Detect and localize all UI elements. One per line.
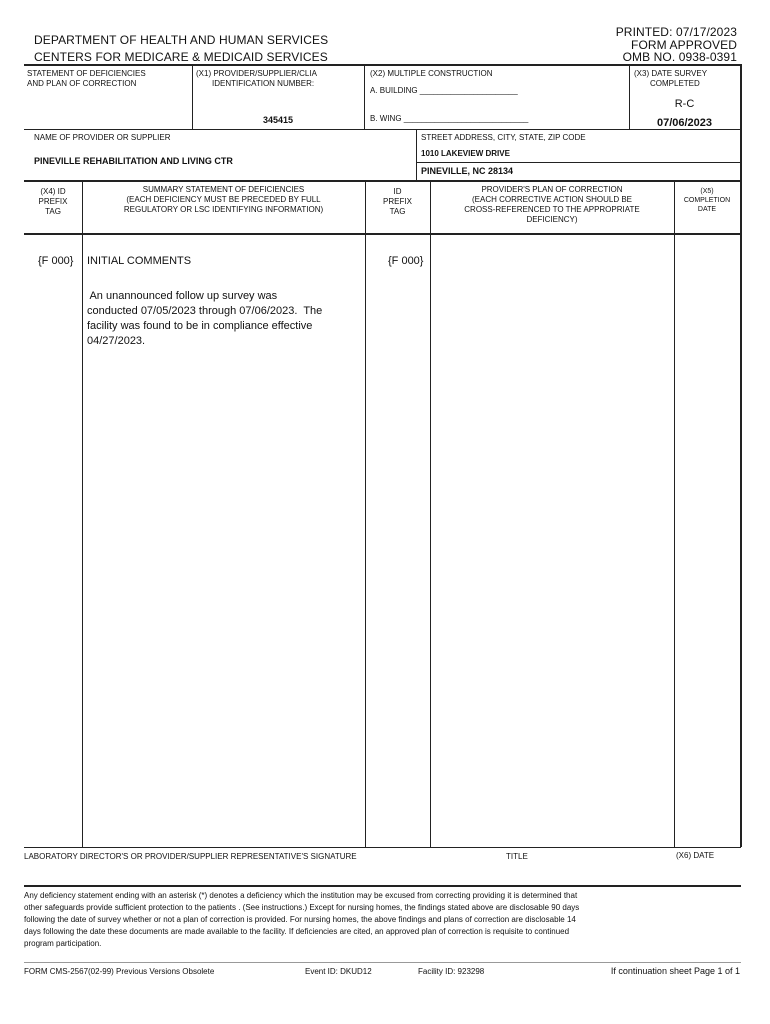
disclaimer-line-4: days following the date these documents are made available to the facility. If deficiencies are cited, an approved plan of correction is requisite to continued <box>24 927 570 936</box>
x5-header-3: DATE <box>697 206 717 213</box>
comment-line-1: An unannounced follow up survey was <box>87 290 278 302</box>
plan-header-1: PROVIDER'S PLAN OF CORRECTION <box>481 185 623 194</box>
footer-rule <box>24 962 741 963</box>
divider-x2 <box>364 64 365 129</box>
x6-date-label: (X6) DATE <box>676 851 715 860</box>
id-header-2: PREFIX <box>383 197 412 206</box>
id-header-3: TAG <box>389 207 406 216</box>
comment-line-2: conducted 07/05/2023 through 07/06/2023. The <box>87 305 323 317</box>
column-header-bottom-border <box>24 233 741 235</box>
disclaimer-line-3: following the date of survey whether or not a plan of correction is provided. For nursing homes, the above findings and plans of correction are disclosable 14 <box>24 915 576 924</box>
plan-header-2: (EACH CORRECTIVE ACTION SHOULD BE <box>471 195 633 204</box>
wing-field: B. WING ____________________________ <box>370 114 529 123</box>
signature-label: LABORATORY DIRECTOR'S OR PROVIDER/SUPPLIER REPRESENTATIVE'S SIGNATURE <box>24 852 357 861</box>
city-state-zip: PINEVILLE, NC 28134 <box>421 166 514 176</box>
entry-title: INITIAL COMMENTS <box>87 255 192 267</box>
plan-header-3: CROSS-REFERENCED TO THE APPROPRIATE <box>464 205 640 214</box>
summary-header-1: SUMMARY STATEMENT OF DEFICIENCIES <box>142 185 305 194</box>
omb-number: OMB NO. 0938-0391 <box>622 50 737 64</box>
summary-header-2: (EACH DEFICIENCY MUST BE PRECEDED BY FULL <box>126 195 321 204</box>
table-bottom-border <box>24 847 741 848</box>
address-line-divider <box>416 162 740 163</box>
survey-code: R-C <box>674 98 695 110</box>
col-divider-4 <box>674 180 675 847</box>
x5-header-2: COMPLETION <box>683 197 731 204</box>
disclaimer-line-2: other safeguards provide sufficient protection to the patients . (See instructions.) Except for nursing homes, the findings stated above are disclosable 90 days <box>24 903 580 912</box>
provider-id-number: 345415 <box>262 115 294 125</box>
x3-label-1: (X3) DATE SURVEY <box>634 69 708 78</box>
disclaimer-line-1: Any deficiency statement ending with an asterisk (*) denotes a deficiency which the institution may be excused from correcting providing it is determined that <box>24 891 578 900</box>
signature-bottom-border <box>24 885 741 887</box>
statement-label-2: AND PLAN OF CORRECTION <box>27 79 137 88</box>
col-divider-2 <box>365 180 366 847</box>
summary-header-3: REGULATORY OR LSC IDENTIFYING INFORMATION) <box>123 205 324 214</box>
id-header-1: ID <box>393 187 402 196</box>
plan-header-4: DEFICIENCY) <box>526 215 578 224</box>
x1-label-1: (X1) PROVIDER/SUPPLIER/CLIA <box>196 69 317 78</box>
statement-label-1: STATEMENT OF DEFICIENCIES <box>27 69 146 78</box>
form-number: FORM CMS-2567(02-99) Previous Versions Obsolete <box>24 967 215 976</box>
col-divider-3 <box>430 180 431 847</box>
x4-header-2: PREFIX <box>38 197 68 206</box>
form-top-border <box>24 64 741 66</box>
agency-name: CENTERS FOR MEDICARE & MEDICAID SERVICES <box>34 50 328 64</box>
x3-label-2: COMPLETED <box>650 79 700 88</box>
comment-line-4: 04/27/2023. <box>87 335 146 347</box>
department-name: DEPARTMENT OF HEALTH AND HUMAN SERVICES <box>34 33 329 47</box>
top-row-bottom-border <box>24 129 741 130</box>
prefix-tag-left: {F 000} <box>38 255 74 267</box>
x1-label-2: IDENTIFICATION NUMBER: <box>212 79 315 88</box>
col-divider-1 <box>82 180 83 847</box>
form-approved: FORM APPROVED <box>631 38 737 52</box>
prefix-tag-right: {F 000} <box>388 255 424 267</box>
right-border-top <box>740 64 742 234</box>
disclaimer-line-5: program participation. <box>24 939 102 948</box>
x5-header-1: (X5) <box>700 188 714 195</box>
printed-date: PRINTED: 07/17/2023 <box>615 25 737 39</box>
address-label: STREET ADDRESS, CITY, STATE, ZIP CODE <box>421 133 586 142</box>
right-border-table <box>740 233 742 847</box>
page-indicator: If continuation sheet Page 1 of 1 <box>610 966 740 976</box>
facility-id: Facility ID: 923298 <box>418 967 485 976</box>
event-id: Event ID: DKUD12 <box>305 967 372 976</box>
provider-row-bottom-border <box>24 180 741 182</box>
survey-date: 07/06/2023 <box>656 117 713 129</box>
x4-header-1: (X4) ID <box>40 187 66 196</box>
provider-name: PINEVILLE REHABILITATION AND LIVING CTR <box>34 156 233 166</box>
x2-label: (X2) MULTIPLE CONSTRUCTION <box>370 69 493 78</box>
street-address: 1010 LAKEVIEW DRIVE <box>421 149 510 158</box>
building-field: A. BUILDING ______________________ <box>370 86 518 95</box>
x4-header-3: TAG <box>45 207 61 216</box>
title-label: TITLE <box>506 852 528 861</box>
comment-line-3: facility was found to be in compliance effective <box>87 320 313 332</box>
provider-name-label: NAME OF PROVIDER OR SUPPLIER <box>34 133 171 142</box>
divider-address <box>416 129 417 180</box>
